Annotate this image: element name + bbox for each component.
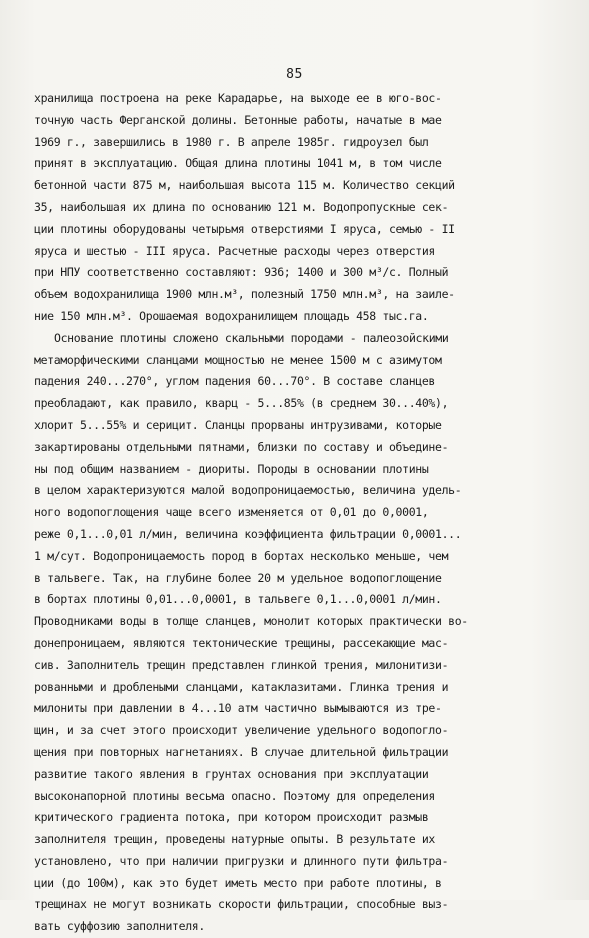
text-line: объем водохранилища 1900 млн.м³, полезный 1750 млн.м³, на заиле- (34, 287, 455, 302)
text-line: в тальвеге. Так, на глубине более 20 м удельное водопоглощение (34, 570, 442, 585)
text-line: реже 0,1...0,01 л/мин, величина коэффициента фильтрации 0,0001... (34, 526, 462, 541)
text-line: закартированы отдельными пятнами, близки по составу и объедине- (34, 439, 449, 454)
text-line: ны под общим названием - диориты. Породы в основании плотины (34, 461, 429, 476)
text-line: развитие такого явления в грунтах основания при эксплуатации (34, 766, 429, 781)
text-line: донепроницаем, являются тектонические трещины, рассекающие мас- (34, 635, 449, 650)
text-line: установлено, что при наличии пригрузки и длинного пути фильтра- (34, 853, 449, 868)
text-line: ции (до 100м), как это будет иметь место при работе плотины, в (34, 875, 442, 890)
text-line: бетонной части 875 м, наибольшая высота 115 м. Количество секций (34, 178, 455, 193)
paragraph-first-line: Основание плотины сложено скальными породами - палеозойскими (54, 330, 449, 345)
text-line: в бортах плотины 0,01...0,0001, в тальвеге 0,1...0,0001 л/мин. (34, 592, 442, 607)
text-line: хранилища построена на реке Карадарье, на выходе ее в юго-вос- (34, 91, 442, 105)
text-line: высоконапорной плотины весьма опасно. Поэтому для определения (34, 788, 435, 803)
text-line: трещинах не могут возникать скорости фильтрации, способные выз- (34, 897, 449, 912)
text-line: метаморфическими сланцами мощностью не менее 1500 м с азимутом (34, 352, 442, 367)
text-line: принят в эксплуатацию. Общая длина плотины 1041 м, в том числе (34, 156, 442, 171)
text-line: щин, и за счет этого происходит увеличение удельного водопогло- (34, 723, 449, 738)
text-line: рованными и дроблеными сланцами, катаклазитами. Глинка трения и (34, 679, 449, 694)
text-line: яруса и шестью - III яруса. Расчетные расходы через отверстия (34, 243, 435, 258)
text-line: точную часть Ферганской долины. Бетонные работы, начатые в мае (34, 112, 442, 127)
text-line: в целом характеризуются малой водопроницаемостью, величина удель- (34, 483, 462, 498)
page-number: 85 (286, 67, 303, 82)
body-text (34, 88, 564, 938)
text-line: 35, наибольшая их длина по основанию 121 м. Водопропускные сек- (34, 199, 449, 214)
text-line: милониты при давлении в 4...10 атм частично вымываются из тре- (34, 701, 442, 716)
text-line: ние 150 млн.м³. Орошаемая водохранилищем площадь 458 тыс.га. (34, 308, 429, 323)
text-line: сив. Заполнитель трещин представлен глинкой трения, милонитизи- (34, 657, 449, 672)
text-line: ции плотины оборудованы четырьмя отверстиями I яруса, семью - II (34, 221, 455, 236)
text-line: Проводниками воды в толще сланцев, монолит которых практически во- (34, 614, 468, 629)
text-line: заполнителя трещин, проведены натурные опыты. В результате их (34, 832, 435, 847)
text-line: критического градиента потока, при котором происходит размыв (34, 810, 429, 825)
text-line: падения 240...270°, углом падения 60...70°. В составе сланцев (34, 374, 435, 389)
text-line: вать суффозию заполнителя. (34, 919, 205, 934)
text-line: щения при повторных нагнетаниях. В случае длительной фильтрации (34, 744, 449, 759)
text-line: 1 м/сут. Водопроницаемость пород в бортах несколько меньше, чем (34, 548, 449, 563)
text-line: преобладают, как правило, кварц - 5...85% (в среднем 30...40%), (34, 396, 449, 411)
text-line: при НПУ соответственно составляют: 936; 1400 и 300 м³/с. Полный (34, 265, 449, 280)
text-line: хлорит 5...55% и серицит. Сланцы прорваны интрузивами, которые (34, 417, 442, 432)
text-line: 1969 г., завершились в 1980 г. В апреле 1985г. гидроузел был (34, 134, 429, 149)
text-line: ного водопоглощения чаще всего изменяется от 0,01 до 0,0001, (34, 505, 429, 520)
